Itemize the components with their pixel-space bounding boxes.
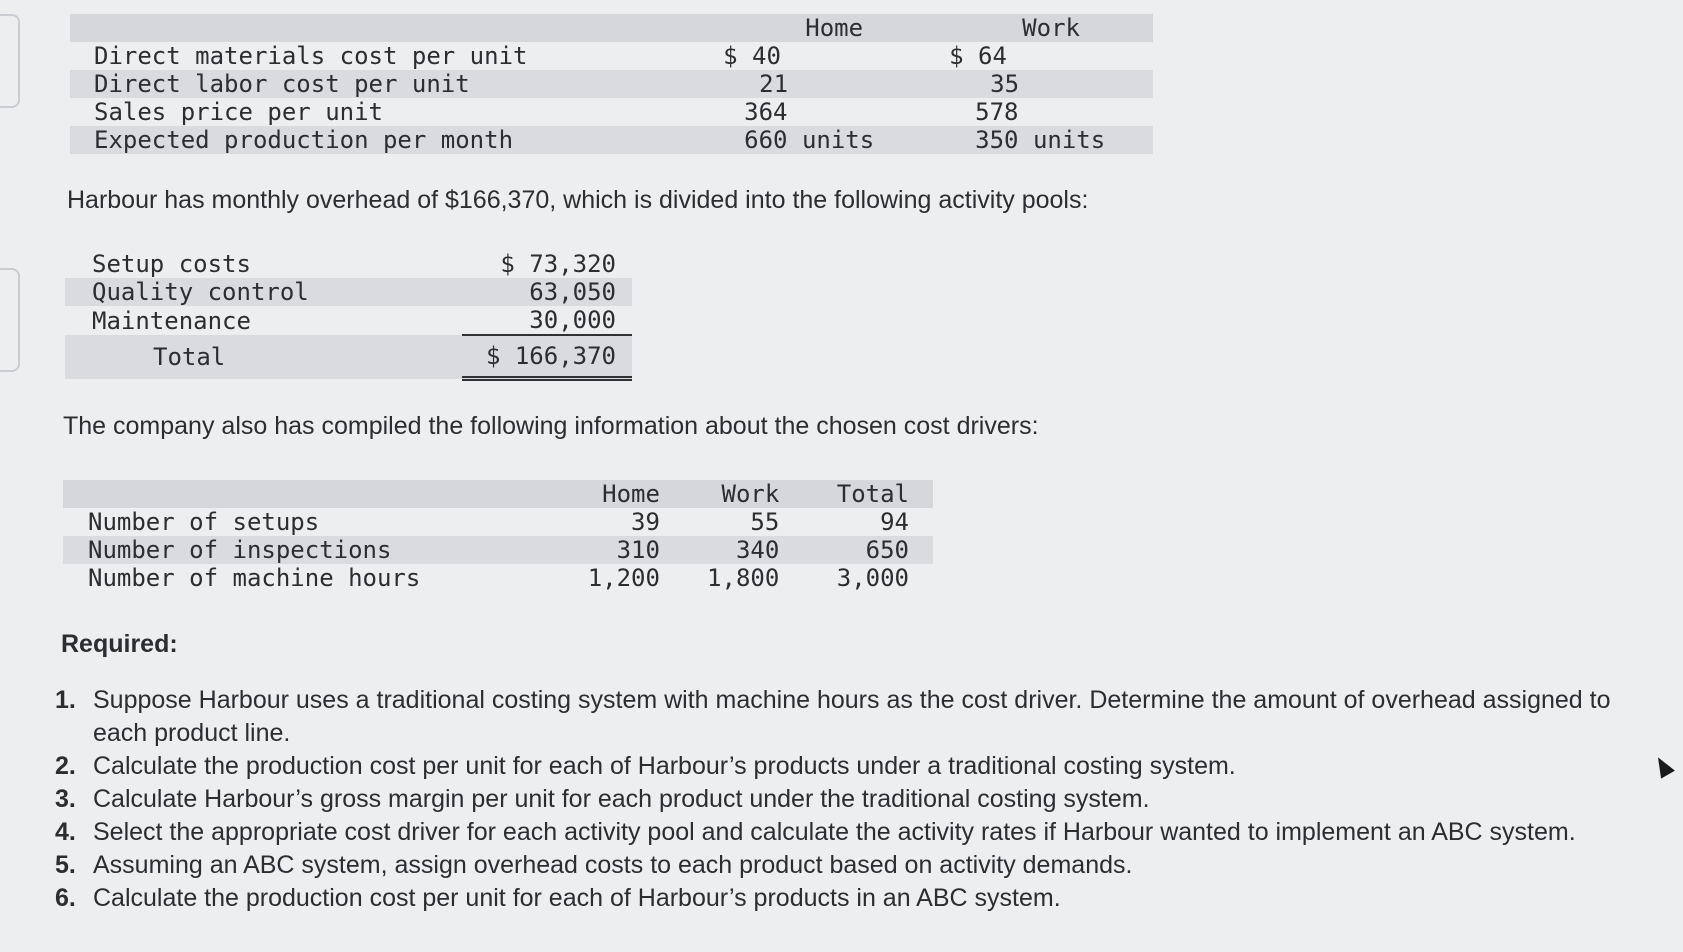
list-item [55,783,1655,816]
cell-work: $ 64 [949,42,1007,70]
column-header-home: Home [805,14,864,42]
activity-pools-table [65,250,632,381]
item-text: Calculate the production cost per unit for each of Harbour’s products under a traditional costing system. [93,752,1236,780]
cell-home: 39 [631,508,660,536]
row-label: Number of setups [88,508,320,536]
cell-work: 578 [975,98,1019,126]
row-label: Direct materials cost per unit [94,42,528,70]
cell-work: 340 [735,536,780,564]
cell-amount: 30,000 [462,306,632,335]
cell-home: 21 [759,70,789,98]
column-header-total: Total [836,480,909,508]
item-number: 1. [55,686,76,714]
table-header-row [63,480,933,508]
cost-drivers-table [63,480,933,592]
total-row [65,335,632,379]
table-row [63,508,933,536]
row-label: Quality control [92,278,309,306]
item-text: Suppose Harbour uses a traditional costing system with machine hours as the cost driver. Determine the amount of overhead assigned to each product line. [93,686,1611,747]
cell-work: 1,800 [707,564,780,592]
row-label: Number of inspections [88,536,392,564]
cell-work: 55 [750,508,780,536]
row-label: Number of machine hours [88,564,421,592]
item-number: 3. [55,785,76,813]
item-text: Select the appropriate cost driver for each activity pool and calculate the activity rates if Harbour wanted to implement an ABC system. [93,818,1576,846]
row-label: Direct labor cost per unit [94,70,470,98]
table-row [63,564,933,592]
left-edge-frame-mid [0,268,20,372]
table-row [70,98,1153,126]
column-header-work: Work [721,480,780,508]
table-row [70,70,1153,98]
cell-total: 650 [865,536,909,564]
item-number: 6. [55,884,76,912]
column-header-home: Home [602,480,660,508]
table-row [63,536,933,564]
requirements-list [55,684,1655,915]
cell-home: $ 40 [723,42,781,70]
cell-home: 310 [616,536,660,564]
left-edge-frame-top [0,14,20,108]
table-row [70,126,1153,154]
list-item [55,750,1655,783]
drivers-intro-text: The company also has compiled the following information about the chosen cost drivers: [63,412,1039,440]
table-row [65,250,632,278]
row-label: Sales price per unit [94,98,383,126]
table-row [65,306,632,335]
list-item [55,684,1655,750]
cell-amount: $ 73,320 [500,250,616,278]
item-text: Calculate the production cost per unit for each of Harbour’s products in an ABC system. [93,884,1061,912]
table-row [65,278,632,306]
required-heading: Required: [61,630,178,658]
table-header-row [70,14,1153,42]
product-cost-table [70,14,1153,154]
item-number: 4. [55,818,76,846]
cell-total: 3,000 [836,564,909,592]
cell-home: 1,200 [587,564,660,592]
cell-work: 35 [990,70,1020,98]
item-text: Calculate Harbour’s gross margin per unit for each product under the traditional costing system. [93,785,1150,813]
item-text: Assuming an ABC system, assign overhead costs to each product based on activity demands. [93,851,1133,879]
cell-home: 660 units [744,126,875,154]
column-header-work: Work [1022,14,1080,42]
cell-total: 94 [880,508,909,536]
cell-home: 364 [744,98,788,126]
item-number: 2. [55,752,76,780]
list-item [55,849,1655,882]
table-row [70,42,1153,70]
total-amount: $ 166,370 [462,335,632,379]
row-label: Setup costs [92,250,251,278]
list-item [55,816,1655,849]
overhead-intro-text: Harbour has monthly overhead of $166,370, which is divided into the following activity pools: [67,186,1089,214]
total-label: Total [153,342,226,371]
list-item [55,882,1655,915]
cell-work: 350 units [975,126,1106,154]
row-label: Expected production per month [94,126,514,154]
item-number: 5. [55,851,76,879]
row-label: Maintenance [92,306,251,335]
cell-amount: 63,050 [529,278,616,306]
